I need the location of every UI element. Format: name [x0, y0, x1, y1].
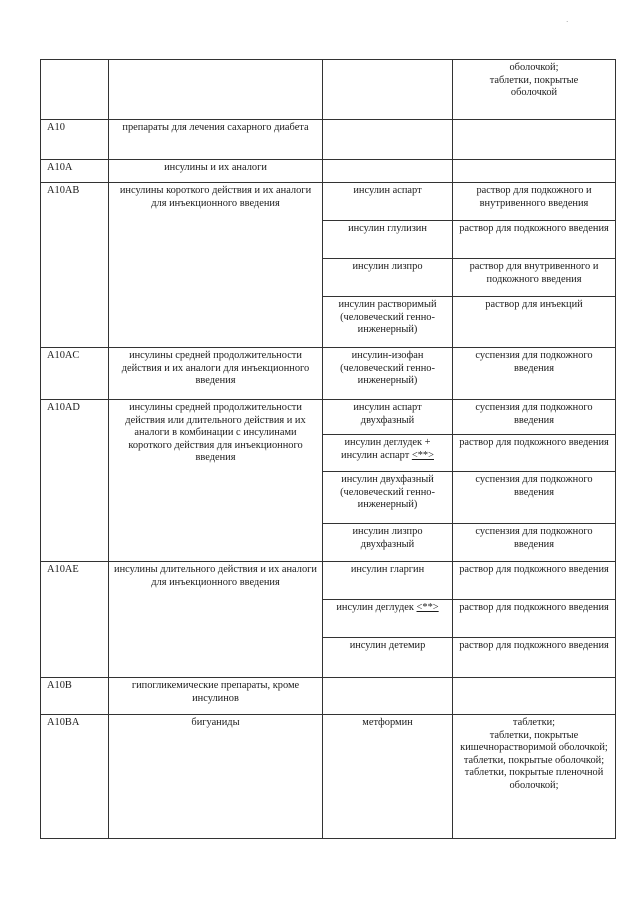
drug-name-cell — [323, 600, 453, 638]
atc-code-cell — [41, 60, 109, 120]
table-row — [41, 348, 616, 400]
table-row — [41, 60, 616, 120]
drug-name-text: инсулин деглудек + инсулин аспарт — [341, 437, 431, 461]
dosage-form-cell: раствор для подкожного введения — [453, 435, 616, 472]
group-cell — [109, 60, 323, 120]
atc-code-cell: A10AD — [41, 400, 109, 562]
dosage-form-cell: раствор для подкожного и внутривенного введения — [453, 183, 616, 221]
table-row — [41, 400, 616, 435]
group-cell: гипогликемические препараты, кроме инсулинов — [109, 678, 323, 715]
footnote-mark-link[interactable]: <**> — [416, 602, 439, 613]
group-cell: инсулины и их аналоги — [109, 160, 323, 183]
dosage-form-cell: раствор для подкожного введения — [453, 562, 616, 600]
drug-name-cell — [323, 435, 453, 472]
group-cell: препараты для лечения сахарного диабета — [109, 120, 323, 160]
group-cell: инсулины длительного действия и их аналоги для инъекционного введения — [109, 562, 323, 678]
atc-code-cell: A10 — [41, 120, 109, 160]
drug-name-text: инсулин деглудек — [336, 602, 414, 613]
drug-name-cell: инсулин растворимый (человеческий генно-инженерный) — [323, 297, 453, 348]
group-cell: инсулины средней продолжительности действия и их аналоги для инъекционного введения — [109, 348, 323, 400]
drug-name-cell — [323, 60, 453, 120]
dosage-form-cell: раствор для внутривенного и подкожного введения — [453, 259, 616, 297]
atc-code-cell: A10AC — [41, 348, 109, 400]
dosage-form-cell — [453, 120, 616, 160]
dosage-form-cell: раствор для подкожного введения — [453, 600, 616, 638]
drug-name-cell: инсулин гларгин — [323, 562, 453, 600]
drug-name-cell — [323, 678, 453, 715]
group-cell: бигуаниды — [109, 715, 323, 839]
table-row — [41, 715, 616, 839]
atc-code-cell: A10A — [41, 160, 109, 183]
table-row — [41, 183, 616, 221]
drug-name-cell: инсулин лизпро двухфазный — [323, 524, 453, 562]
corner-mark: · — [566, 18, 569, 26]
group-cell: инсулины средней продолжительности действия или длительного действия и их аналоги в комбинации с инсулинами короткого действия для инъекционного введения — [109, 400, 323, 562]
table-row — [41, 678, 616, 715]
drug-name-cell: инсулин аспарт двухфазный — [323, 400, 453, 435]
dosage-form-cell: суспензия для подкожного введения — [453, 400, 616, 435]
drug-name-cell: инсулин лизпро — [323, 259, 453, 297]
drug-table — [40, 59, 616, 839]
footnote-mark-link[interactable]: <**> — [411, 449, 434, 461]
drug-name-cell: инсулин-изофан (человеческий генно-инженерный) — [323, 348, 453, 400]
drug-name-cell — [323, 120, 453, 160]
atc-code-cell: A10AE — [41, 562, 109, 678]
drug-name-cell — [323, 160, 453, 183]
dosage-form-cell: раствор для инъекций — [453, 297, 616, 348]
table-row — [41, 562, 616, 600]
drug-name-cell: инсулин двухфазный (человеческий генно-инженерный) — [323, 472, 453, 524]
dosage-form-cell: раствор для подкожного введения — [453, 221, 616, 259]
atc-code-cell: A10AB — [41, 183, 109, 348]
drug-name-cell: инсулин детемир — [323, 638, 453, 678]
table-row — [41, 160, 616, 183]
dosage-form-cell — [453, 678, 616, 715]
atc-code-cell: A10B — [41, 678, 109, 715]
dosage-form-cell: суспензия для подкожного введения — [453, 524, 616, 562]
drug-name-cell: инсулин аспарт — [323, 183, 453, 221]
dosage-form-cell: оболочкой; таблетки, покрытые оболочкой — [453, 60, 616, 120]
table-row — [41, 120, 616, 160]
drug-name-cell: инсулин глулизин — [323, 221, 453, 259]
dosage-form-cell: таблетки; таблетки, покрытые кишечнорастворимой оболочкой; таблетки, покрытые оболочкой; таблетки, покрытые пленочной оболочкой; — [453, 715, 616, 839]
dosage-form-cell: раствор для подкожного введения — [453, 638, 616, 678]
drug-name-cell: метформин — [323, 715, 453, 839]
atc-code-cell: A10BA — [41, 715, 109, 839]
dosage-form-cell: суспензия для подкожного введения — [453, 472, 616, 524]
group-cell: инсулины короткого действия и их аналоги для инъекционного введения — [109, 183, 323, 348]
dosage-form-cell: суспензия для подкожного введения — [453, 348, 616, 400]
dosage-form-cell — [453, 160, 616, 183]
